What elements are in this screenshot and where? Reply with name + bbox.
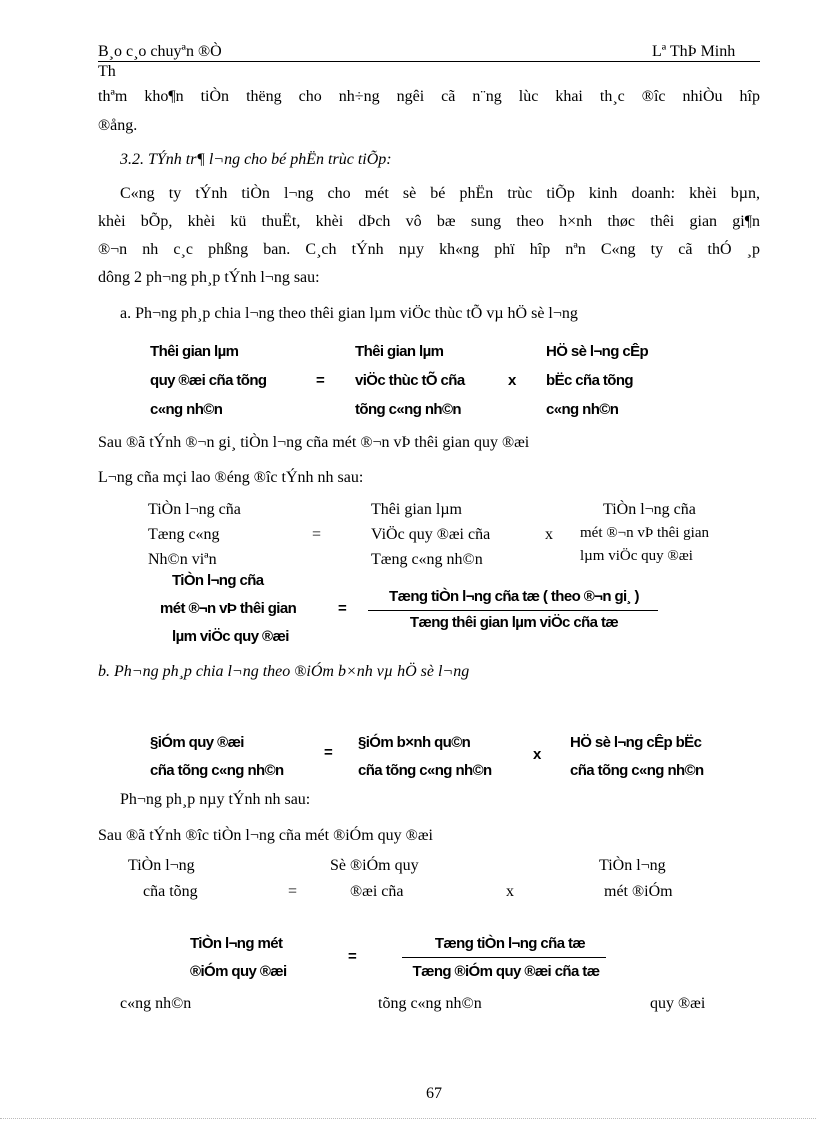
formula-2-left-3: Nh©n viªn — [148, 551, 217, 568]
formula-1-left-3: c«ng nh©n — [150, 401, 223, 418]
paragraph-line: Sau ®ã tÝnh ®îc tiÒn l¬ng cña mét ®iÓm quy ®æi — [98, 827, 433, 844]
formula-2-right-1: TiÒn l¬ng cña — [603, 501, 696, 518]
paragraph-line: Sau ®ã tÝnh ®¬n gi¸ tiÒn l¬ng cña mét ®¬n vÞ thêi gian quy ®æi — [98, 434, 530, 451]
paragraph-line: ®ång. — [98, 117, 138, 134]
formula-2b-left-3: lµm viÖc quy ®æi — [172, 628, 289, 645]
formula-4-left-2: cña tõng — [143, 883, 198, 900]
formula-4-mid-2: ®æi cña — [350, 883, 404, 900]
formula-4b-left-2: ®iÓm quy ®æi — [190, 963, 287, 980]
formula-4-right-2: mét ®iÓm — [604, 883, 673, 900]
formula-1-left-2: quy ®æi cña tõng — [150, 372, 267, 389]
formula-2b-equals: = — [338, 600, 347, 617]
formula-2-right-2: mét ®¬n vÞ thêi gian — [580, 525, 710, 541]
formula-4-left-3: c«ng nh©n — [120, 995, 192, 1012]
formula-2-equals: = — [312, 526, 322, 543]
formula-2-mid-3: Tæng c«ng nh©n — [371, 551, 483, 568]
method-a-heading: a. Ph¬ng ph¸p chia l¬ng theo thêi gian lµm viÖc thùc tÕ vµ hÖ sè l¬ng — [120, 305, 578, 322]
paragraph-line: khèi bÕp, khèi kü thuËt, khèi dÞch vô bæ sung theo h×nh thøc thêi gian gi¶n — [98, 213, 760, 230]
formula-2b-left-2: mét ®¬n vÞ thêi gian — [160, 600, 297, 617]
paragraph-line: dông 2 ph¬ng ph¸p tÝnh l¬ng sau: — [98, 269, 320, 286]
formula-4-equals: = — [288, 883, 298, 900]
formula-2-mid-2: ViÖc quy ®æi cña — [371, 526, 491, 543]
formula-3-equals: = — [324, 744, 333, 761]
header-right: Lª ThÞ Minh — [652, 43, 736, 60]
formula-3-right-2: cña tõng c«ng nh©n — [570, 762, 704, 779]
header-left: B¸o c¸o chuyªn ®Ò — [98, 43, 222, 60]
formula-1-mid-2: viÖc thùc tÕ cña — [355, 372, 465, 389]
formula-1-mid-1: Thêi gian lµm — [355, 343, 444, 360]
formula-2-left-1: TiÒn l¬ng cña — [148, 501, 241, 518]
formula-3-times: x — [533, 746, 541, 763]
paragraph-line: thªm kho¶n tiÒn thëng cho nh÷ng ngêi cã n¨ng lùc khai th¸c ®îc nhiÒu hîp — [98, 88, 760, 105]
formula-3-right-1: HÖ sè l¬ng cÊp bËc — [570, 734, 702, 751]
formula-4-right-1: TiÒn l¬ng — [599, 857, 666, 874]
formula-3-left-2: cña tõng c«ng nh©n — [150, 762, 284, 779]
formula-4b-denominator: Tæng ®iÓm quy ®æi cña tæ — [412, 963, 600, 980]
paragraph-line: ®¬n nh c¸c phßng ban. C¸ch tÝnh nµy kh«ng phï hîp nªn C«ng ty cã thÓ ¸p — [98, 241, 760, 258]
formula-2-left-2: Tæng c«ng — [148, 526, 220, 543]
formula-1-times: x — [508, 372, 516, 389]
formula-4b-equals: = — [348, 948, 357, 965]
paragraph-line: L¬ng cña mçi lao ®éng ®îc tÝnh nh sau: — [98, 469, 364, 486]
fraction-bar — [402, 957, 606, 958]
page-bottom-edge — [0, 1118, 816, 1119]
formula-4-right-3: quy ®æi — [650, 995, 706, 1012]
formula-4-left-1: TiÒn l¬ng — [128, 857, 195, 874]
formula-2b-denominator: Tæng thêi gian lµm viÖc cña tæ — [409, 614, 619, 631]
formula-4-mid-3: tõng c«ng nh©n — [378, 995, 482, 1012]
formula-2b-numerator: Tæng tiÒn l¬ng cña tæ ( theo ®¬n gi¸ ) — [389, 588, 639, 605]
paragraph-line: Ph¬ng ph¸p nµy tÝnh nh sau: — [120, 791, 311, 808]
formula-2-times: x — [545, 526, 553, 543]
method-b-heading: b. Ph¬ng ph¸p chia l¬ng theo ®iÓm b×nh vµ hÖ sè l¬ng — [98, 663, 470, 680]
formula-2-mid-1: Thêi gian lµm — [371, 501, 462, 518]
header-rule — [98, 61, 760, 62]
formula-1-left-1: Thêi gian lµm — [150, 343, 239, 360]
formula-3-mid-2: cña tõng c«ng nh©n — [358, 762, 492, 779]
formula-1-right-3: c«ng nh©n — [546, 401, 619, 418]
formula-1-right-2: bËc cña tõng — [546, 372, 633, 389]
header-continuation: Th — [98, 63, 116, 80]
section-heading: 3.2. TÝnh tr¶ l¬ng cho bé phËn trùc tiÕp: — [120, 151, 392, 168]
formula-2b-left-1: TiÒn l¬ng cña — [172, 572, 264, 589]
formula-3-left-1: §iÓm quy ®æi — [150, 734, 244, 751]
formula-1-right-1: HÖ sè l¬ng cÊp — [546, 343, 649, 360]
page-number: 67 — [426, 1085, 442, 1102]
formula-1-equals: = — [316, 372, 325, 389]
formula-1-mid-3: tõng c«ng nh©n — [355, 401, 461, 418]
formula-4-times: x — [506, 883, 514, 900]
formula-3-mid-1: §iÓm b×nh qu©n — [358, 734, 471, 751]
formula-2-right-3: lµm viÖc quy ®æi — [580, 548, 693, 564]
paragraph-line: C«ng ty tÝnh tiÒn l¬ng cho mét sè bé phËn trùc tiÕp kinh doanh: khèi bµn, — [120, 185, 760, 202]
formula-4b-left-1: TiÒn l¬ng mét — [190, 935, 283, 952]
formula-4b-numerator: Tæng tiÒn l¬ng cña tæ — [434, 935, 586, 952]
fraction-bar — [368, 610, 658, 611]
formula-4-mid-1: Sè ®iÓm quy — [330, 857, 419, 874]
